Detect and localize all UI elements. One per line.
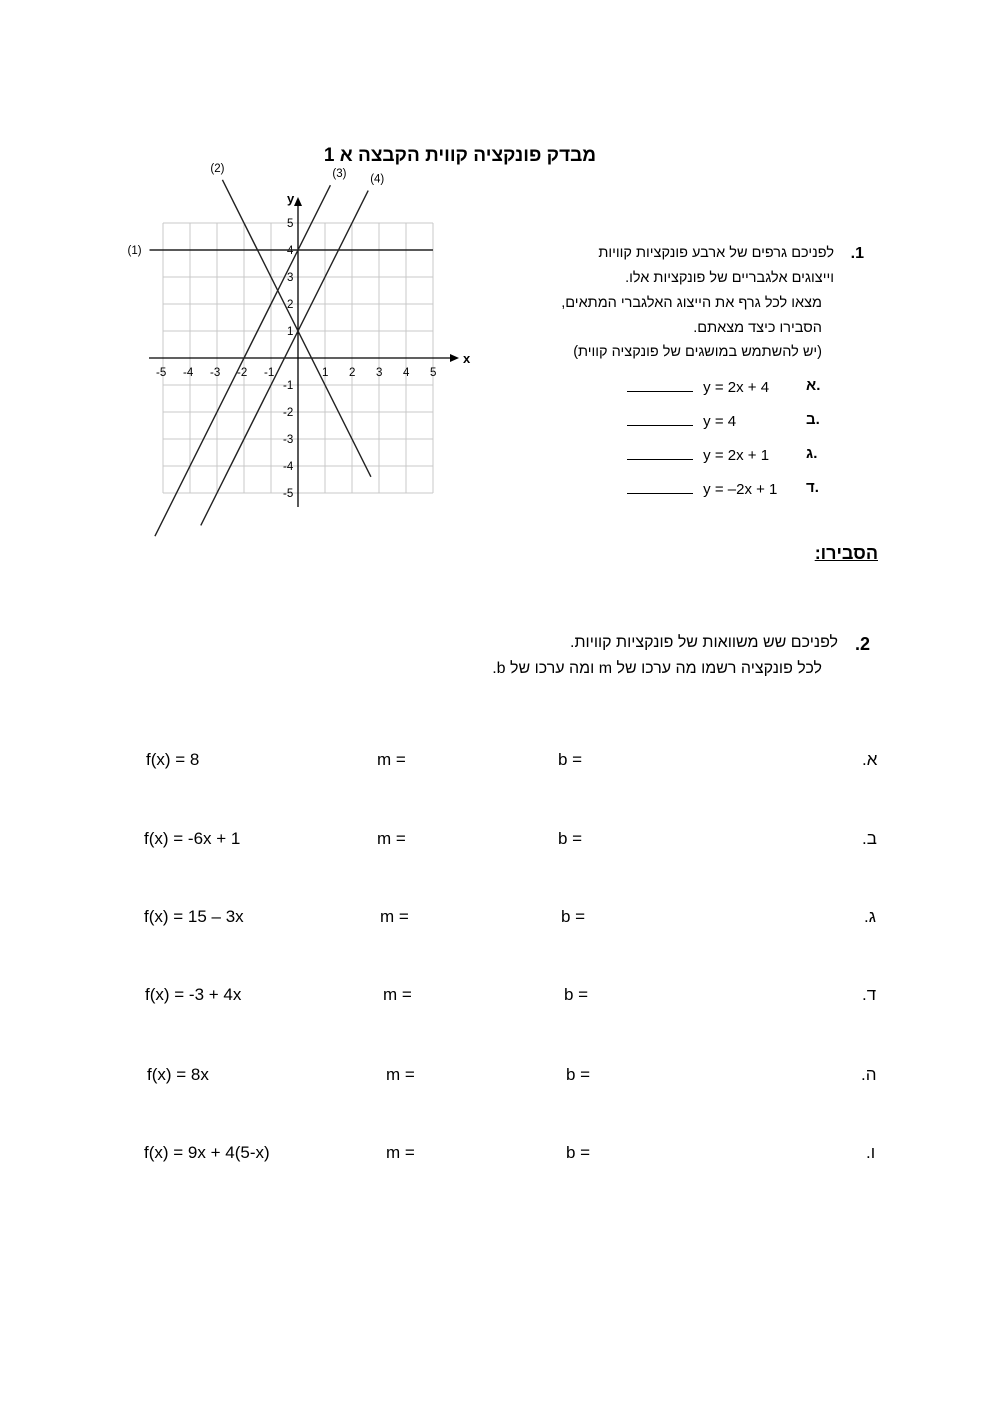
answer-blank[interactable] (627, 445, 693, 460)
y-tick-label: 4 (287, 245, 294, 257)
function-expression: f(x) = 9x + 4(5-x) (144, 1143, 270, 1162)
explain-label: הסבירו: (814, 543, 878, 563)
table-row (0, 907, 1000, 931)
function-line-3 (155, 185, 331, 536)
row-letter: ה. (861, 1065, 877, 1084)
q1-number (851, 245, 864, 263)
m-answer-field[interactable]: m = (377, 750, 406, 769)
b-answer-field[interactable]: b = (561, 907, 586, 926)
row-letter: א. (862, 750, 878, 769)
function-line-2 (222, 180, 371, 477)
x-tick-label: 3 (376, 367, 383, 379)
row-letter: ב. (862, 829, 877, 848)
q1-number-text: 1. (850, 245, 864, 262)
b-answer-field[interactable]: b = (558, 829, 583, 848)
q2-line-1: לפניכם שש משוואות של פונקציות קוויות. (570, 634, 838, 651)
q1-option-a (627, 377, 769, 396)
function-label-4: (4) (370, 173, 385, 186)
function-expression: f(x) = 15 – 3x (144, 907, 244, 926)
q1-line-1: לפניכם גרפים של ארבע פונקציות קוויות (598, 245, 834, 261)
option-letter: א. (806, 377, 821, 394)
y-tick-label: -5 (283, 488, 294, 500)
row-letter: ג. (864, 907, 876, 926)
table-row (0, 750, 1000, 774)
b-answer-field[interactable]: b = (564, 985, 589, 1004)
y-tick-label: -3 (283, 434, 294, 446)
q1-line-2: וייצוגים אלגבריים של פונקציות אלו. (625, 270, 834, 286)
y-axis-label: y (287, 191, 295, 206)
table-row (0, 1143, 1000, 1167)
m-answer-field[interactable]: m = (380, 907, 409, 926)
x-tick-label: -5 (156, 367, 167, 379)
x-tick-label: 5 (430, 367, 437, 379)
q1-option-d (627, 479, 777, 498)
answer-blank[interactable] (627, 479, 693, 494)
answer-blank[interactable] (627, 411, 693, 426)
function-expression: f(x) = -6x + 1 (144, 829, 241, 848)
q1-option-c (627, 445, 769, 464)
option-equation: y = 2x + 1 (703, 447, 770, 464)
q2-number (855, 634, 870, 655)
q1-option-b (627, 411, 736, 430)
x-tick-label: -1 (264, 367, 275, 379)
option-letter: ב. (806, 411, 820, 428)
option-letter: ג. (806, 445, 818, 462)
y-tick-label: 3 (287, 272, 294, 284)
x-tick-label: -4 (183, 367, 194, 379)
option-equation: y = –2x + 1 (703, 481, 778, 498)
b-answer-field[interactable]: b = (566, 1065, 591, 1084)
y-axis-arrow-icon (294, 197, 302, 206)
x-tick-label: 2 (349, 367, 356, 379)
x-tick-label: 4 (403, 367, 410, 379)
function-expression: f(x) = 8 (146, 750, 200, 769)
y-tick-label: -2 (283, 407, 294, 419)
table-row (0, 829, 1000, 853)
b-answer-field[interactable]: b = (558, 750, 583, 769)
x-axis-arrow-icon (450, 354, 459, 362)
answer-blank[interactable] (627, 377, 693, 392)
option-equation: y = 4 (703, 413, 737, 430)
y-tick-label: 1 (287, 326, 294, 338)
q1-line-5: (יש להשתמש במושגים של פונקציה קווית) (573, 344, 822, 360)
table-row (0, 985, 1000, 1009)
x-tick-label: -3 (210, 367, 221, 379)
function-expression: f(x) = 8x (147, 1065, 209, 1084)
x-tick-label: 1 (322, 367, 329, 379)
x-axis-label: x (463, 351, 471, 366)
m-answer-field[interactable]: m = (386, 1065, 415, 1084)
page-title: מבדק פונקציה קווית הקבצה א 1 (323, 145, 597, 166)
option-equation: y = 2x + 4 (703, 379, 770, 396)
m-answer-field[interactable]: m = (386, 1143, 415, 1162)
x-tick-label: -2 (237, 367, 248, 379)
function-label-1: (1) (127, 245, 142, 257)
function-expression: f(x) = -3 + 4x (145, 985, 242, 1004)
q2-line-2: לכל פונקציה רשמו מה ערכו של m ומה ערכו של b. (492, 660, 822, 677)
row-letter: ו. (866, 1143, 876, 1162)
function-label-2: (2) (210, 162, 225, 175)
table-row (0, 1065, 1000, 1089)
option-letter: ד. (806, 479, 819, 496)
linear-functions-graph (127, 162, 475, 510)
y-tick-label: -4 (283, 461, 294, 473)
q2-number-text: 2. (854, 634, 870, 654)
q1-line-4: הסבירו כיצד מצאתם. (693, 320, 822, 336)
function-label-3: (3) (332, 168, 347, 181)
b-answer-field[interactable]: b = (566, 1143, 591, 1162)
q1-line-3: מצאו לכל גרף את הייצוג האלגברי המתאים, (561, 295, 822, 311)
m-answer-field[interactable]: m = (377, 829, 406, 848)
row-letter: ד. (862, 985, 877, 1004)
y-tick-label: 2 (287, 299, 294, 311)
y-tick-label: -1 (283, 380, 294, 392)
m-answer-field[interactable]: m = (383, 985, 412, 1004)
y-tick-label: 5 (287, 218, 294, 230)
